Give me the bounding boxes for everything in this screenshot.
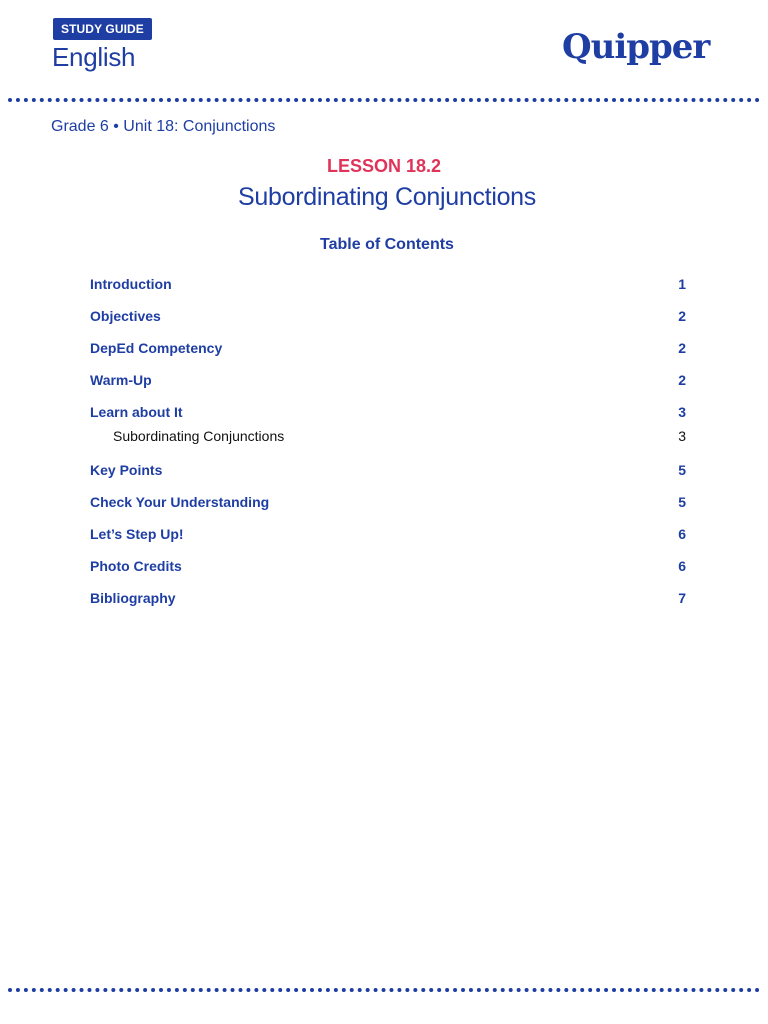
toc-item-label: Learn about It [90, 404, 183, 420]
toc-item-label: Subordinating Conjunctions [113, 428, 285, 444]
toc-item-label: Bibliography [90, 590, 176, 606]
toc-page-number: 1 [678, 276, 686, 292]
toc-item-label: Objectives [90, 308, 161, 324]
toc-page-number: 6 [678, 558, 686, 574]
lesson-title: Subordinating Conjunctions [238, 183, 536, 211]
toc-item-introduction[interactable] [90, 268, 686, 300]
table-of-contents [90, 268, 686, 614]
study-guide-badge: STUDY GUIDE [53, 18, 152, 40]
toc-item-label: Let’s Step Up! [90, 526, 184, 542]
subject-title: English [52, 42, 136, 72]
toc-item-label: Introduction [90, 276, 172, 292]
toc-item-label: Check Your Understanding [90, 494, 270, 510]
top-dotted-divider [8, 98, 760, 102]
toc-item-bibliography[interactable] [90, 582, 686, 614]
toc-item-warm-up[interactable] [90, 364, 686, 396]
toc-page-number: 3 [678, 404, 686, 420]
toc-item-learn-about-it[interactable] [90, 399, 686, 425]
toc-page-number: 7 [678, 590, 686, 606]
toc-item-deped-competency[interactable] [90, 332, 686, 364]
toc-page-number: 5 [678, 494, 686, 510]
toc-page-number: 6 [678, 526, 686, 542]
toc-page-number: 5 [678, 462, 686, 478]
bottom-dotted-divider [8, 988, 760, 992]
toc-page-number: 2 [678, 308, 686, 324]
toc-page-number: 3 [678, 428, 686, 444]
toc-item-lets-step-up[interactable] [90, 518, 686, 550]
toc-page-number: 2 [678, 372, 686, 388]
toc-item-objectives[interactable] [90, 300, 686, 332]
quipper-logo: Quipper [562, 27, 710, 67]
toc-item-label: DepEd Competency [90, 340, 223, 356]
lesson-number: LESSON 18.2 [326, 156, 442, 176]
toc-heading: Table of Contents [320, 236, 454, 253]
toc-item-label: Photo Credits [90, 558, 182, 574]
toc-item-photo-credits[interactable] [90, 550, 686, 582]
toc-item-key-points[interactable] [90, 454, 686, 486]
toc-page-number: 2 [678, 340, 686, 356]
toc-subitem-subordinating-conjunctions[interactable] [90, 425, 686, 447]
breadcrumb: Grade 6 • Unit 18: Conjunctions [51, 118, 276, 135]
toc-item-check-your-understanding[interactable] [90, 486, 686, 518]
toc-item-label: Key Points [90, 462, 163, 478]
toc-item-label: Warm-Up [90, 372, 152, 388]
